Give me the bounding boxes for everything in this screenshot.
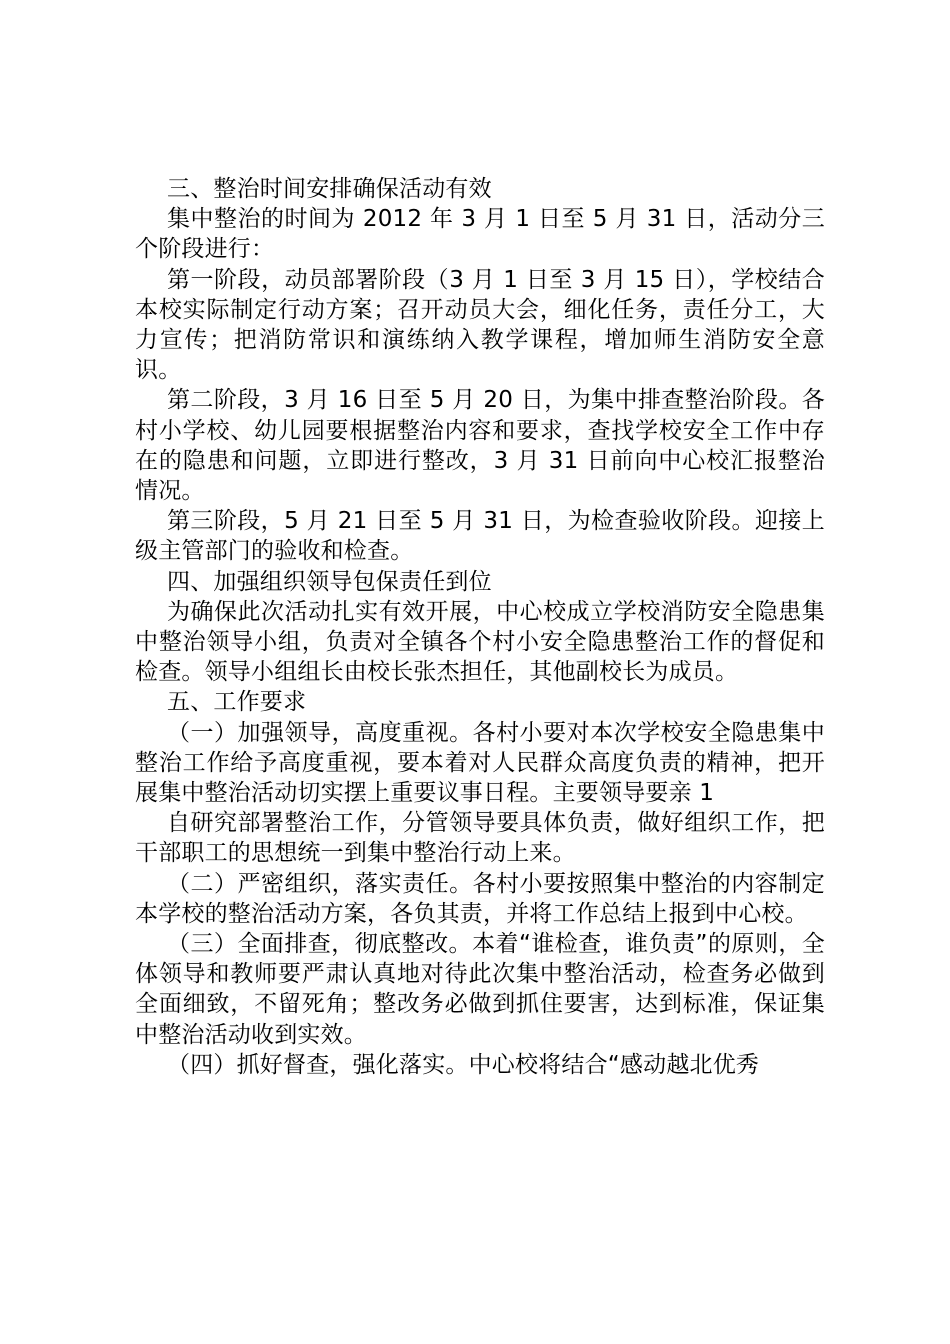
paragraph-phase-one: 第一阶段，动员部署阶段（3 月 1 日至 3 月 15 日），学校结合本校实际制定行动方案；召开动员大会，细化任务，责任分工，大力宣传；把消防常识和演练纳入教学课程，增加师生消防安全意识。	[135, 266, 825, 384]
paragraph-requirement-three: （三）全面排查，彻底整改。本着“谁检查，谁负责”的原则，全体领导和教师要严肃认真地对待此次集中整治活动，检查务必做到全面细致，不留死角；整改务必做到抓住要害，达到标准，保证集中整治活动收到实效。	[135, 931, 825, 1048]
paragraph-requirement-four: （四）抓好督查，强化落实。中心校将结合“感动越北优秀	[167, 1051, 760, 1078]
heading-requirements: 五、工作要求	[167, 689, 307, 716]
heading-schedule: 三、整治时间安排确保活动有效	[167, 176, 492, 202]
paragraph-phase-three: 第三阶段，5 月 21 日至 5 月 31 日，为检查验收阶段。迎接上级主管部门的验收和检查。	[135, 508, 825, 565]
paragraph-leadership-group: 为确保此次活动扎实有效开展，中心校成立学校消防安全隐患集中整治领导小组，负责对全镇各个村小安全隐患整治工作的督促和检查。领导小组组长由校长张杰担任，其他副校长为成员。	[135, 598, 825, 686]
paragraph-schedule-period: 集中整治的时间为 2012 年 3 月 1 日至 5 月 31 日，活动分三个阶段进行：	[135, 206, 825, 263]
paragraph-requirement-one: （一）加强领导，高度重视。各村小要对本次学校安全隐患集中整治工作给予高度重视，要本着对人民群众高度负责的精神，把开展集中整治活动切实摆上重要议事日程。主要领导要亲 1	[135, 719, 825, 807]
paragraph-requirement-one-continued: 自研究部署整治工作，分管领导要具体负责，做好组织工作，把干部职工的思想统一到集中整治行动上来。	[135, 810, 825, 867]
paragraph-requirement-two: （二）严密组织，落实责任。各村小要按照集中整治的内容制定本学校的整治活动方案，各负其责，并将工作总结上报到中心校。	[135, 870, 825, 927]
document-body	[135, 174, 825, 1080]
paragraph-phase-two: 第二阶段，3 月 16 日至 5 月 20 日，为集中排查整治阶段。各村小学校、幼儿园要根据整治内容和要求，查找学校安全工作中存在的隐患和问题，立即进行整改，3 月 31 日前向中心校汇报整治情况。	[135, 387, 825, 505]
heading-organization: 四、加强组织领导包保责任到位	[167, 568, 492, 595]
